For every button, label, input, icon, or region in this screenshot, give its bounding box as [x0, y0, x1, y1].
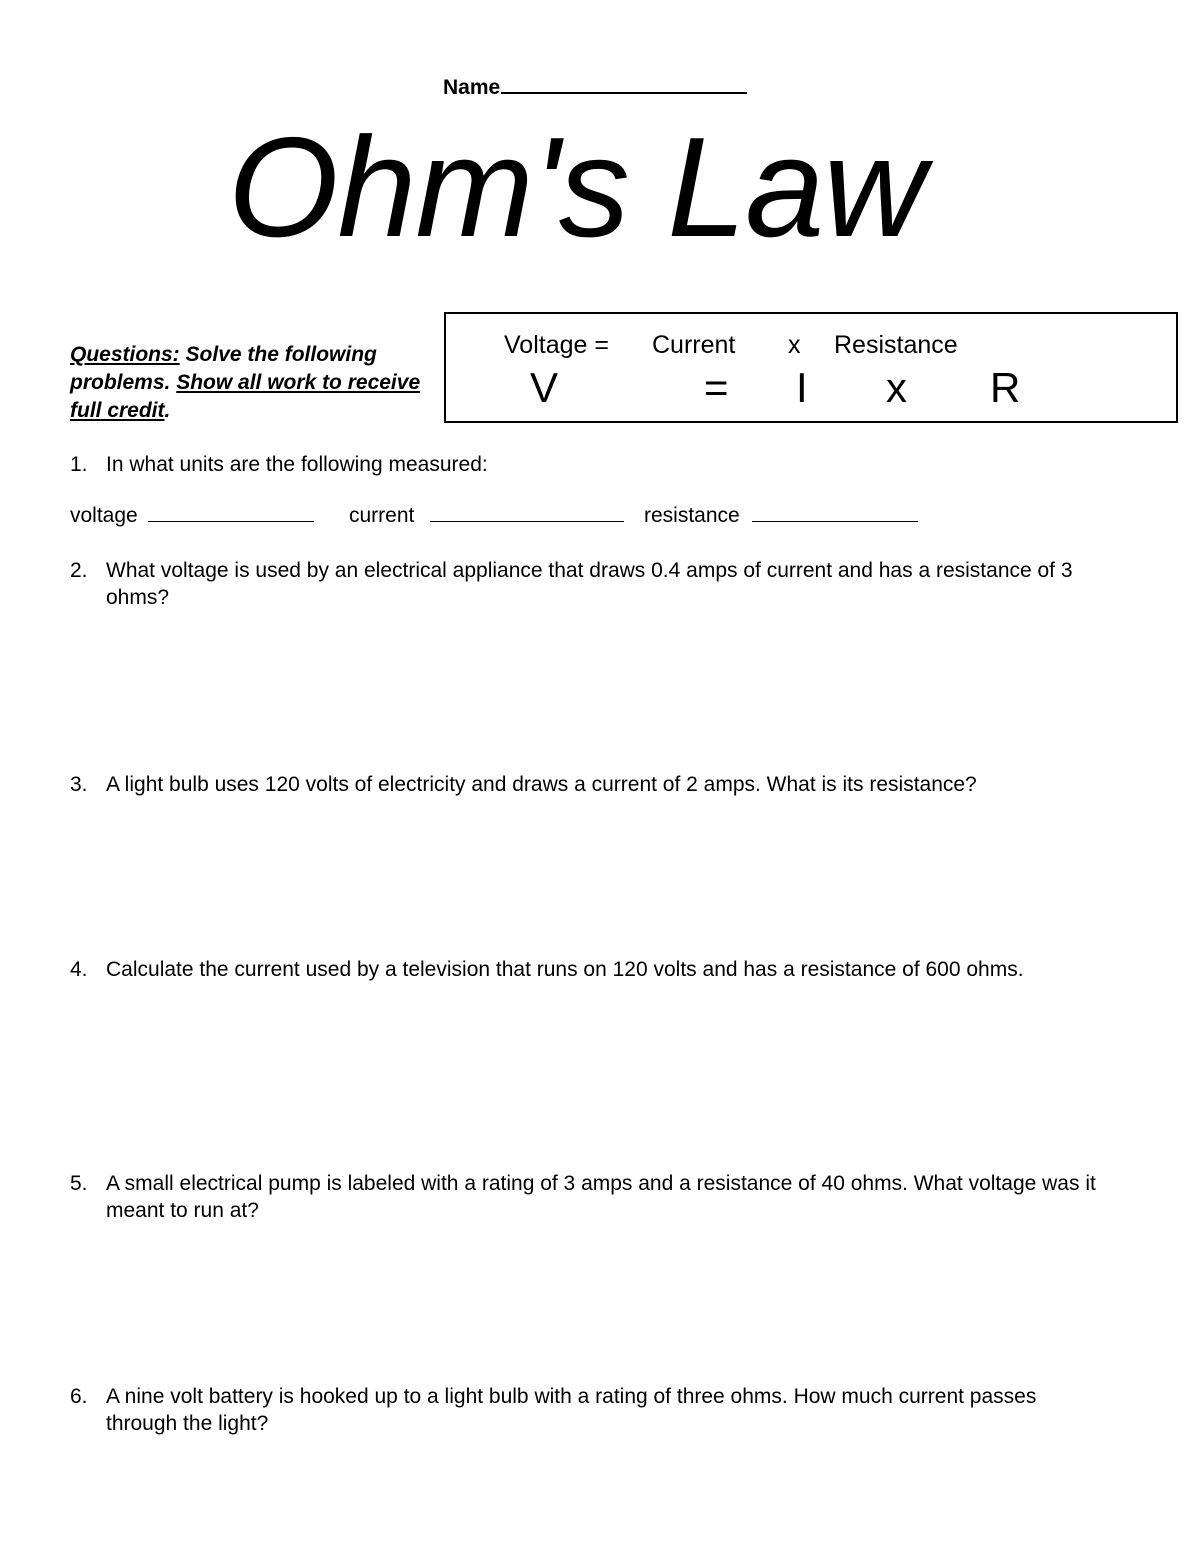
- formula-word-resistance: Resistance: [834, 331, 958, 359]
- question-5: [70, 1170, 1110, 1224]
- current-label: current: [349, 504, 415, 527]
- voltage-blank[interactable]: [148, 503, 314, 522]
- name-label: Name: [443, 76, 501, 99]
- formula-symbol-equals: =: [704, 364, 729, 411]
- question-text: What voltage is used by an electrical appliance that draws 0.4 amps of current and has a resistance of 3 ohms?: [106, 559, 1073, 609]
- instructions-heading: Questions:: [70, 343, 180, 366]
- current-unit-field[interactable]: [349, 503, 624, 528]
- instructions-show-work: Show all work to receive full credit: [70, 371, 421, 422]
- question-2: [70, 557, 1110, 611]
- question-number: 4.: [70, 958, 88, 981]
- question-3: [70, 771, 1110, 798]
- name-blank-line[interactable]: [501, 72, 747, 94]
- question-text: In what units are the following measured:: [106, 453, 488, 476]
- resistance-blank[interactable]: [752, 503, 918, 522]
- instructions-period: .: [164, 399, 171, 422]
- question-number: 6.: [70, 1385, 88, 1408]
- formula-word-current: Current: [652, 331, 736, 359]
- question-number: 1.: [70, 453, 88, 476]
- question-1: [70, 451, 1110, 478]
- question-text: A light bulb uses 120 volts of electricity and draws a current of 2 amps. What is its resistance?: [106, 773, 977, 796]
- question-number: 2.: [70, 559, 88, 582]
- question-text: A nine volt battery is hooked up to a light bulb with a rating of three ohms. How much current passes through the light?: [106, 1385, 1037, 1435]
- formula-symbol-r: R: [990, 364, 1021, 411]
- formula-symbol-v: V: [530, 364, 559, 411]
- formula-word-voltage: Voltage =: [504, 331, 609, 359]
- voltage-unit-field[interactable]: [70, 503, 314, 528]
- resistance-unit-field[interactable]: [644, 503, 918, 528]
- voltage-label: voltage: [70, 504, 138, 527]
- formula-symbol-x: x: [886, 364, 907, 411]
- formula-box: [444, 312, 1178, 423]
- question-number: 3.: [70, 773, 88, 796]
- formula-symbol-i: I: [796, 364, 808, 411]
- name-field[interactable]: [443, 72, 747, 100]
- page-title: Ohm's Law: [228, 108, 925, 267]
- question-number: 5.: [70, 1172, 88, 1195]
- question-text: A small electrical pump is labeled with a rating of 3 amps and a resistance of 40 ohms. What voltage was it meant to run at?: [106, 1172, 1096, 1222]
- question-6: [70, 1383, 1110, 1437]
- current-blank[interactable]: [430, 503, 624, 522]
- question-4: [70, 956, 1110, 983]
- question-text: Calculate the current used by a television that runs on 120 volts and has a resistance of 600 ohms.: [106, 958, 1024, 981]
- resistance-label: resistance: [644, 504, 740, 527]
- instructions-text: Solve the following problems.: [70, 343, 377, 394]
- formula-word-times: x: [788, 331, 801, 359]
- instructions: [70, 341, 440, 425]
